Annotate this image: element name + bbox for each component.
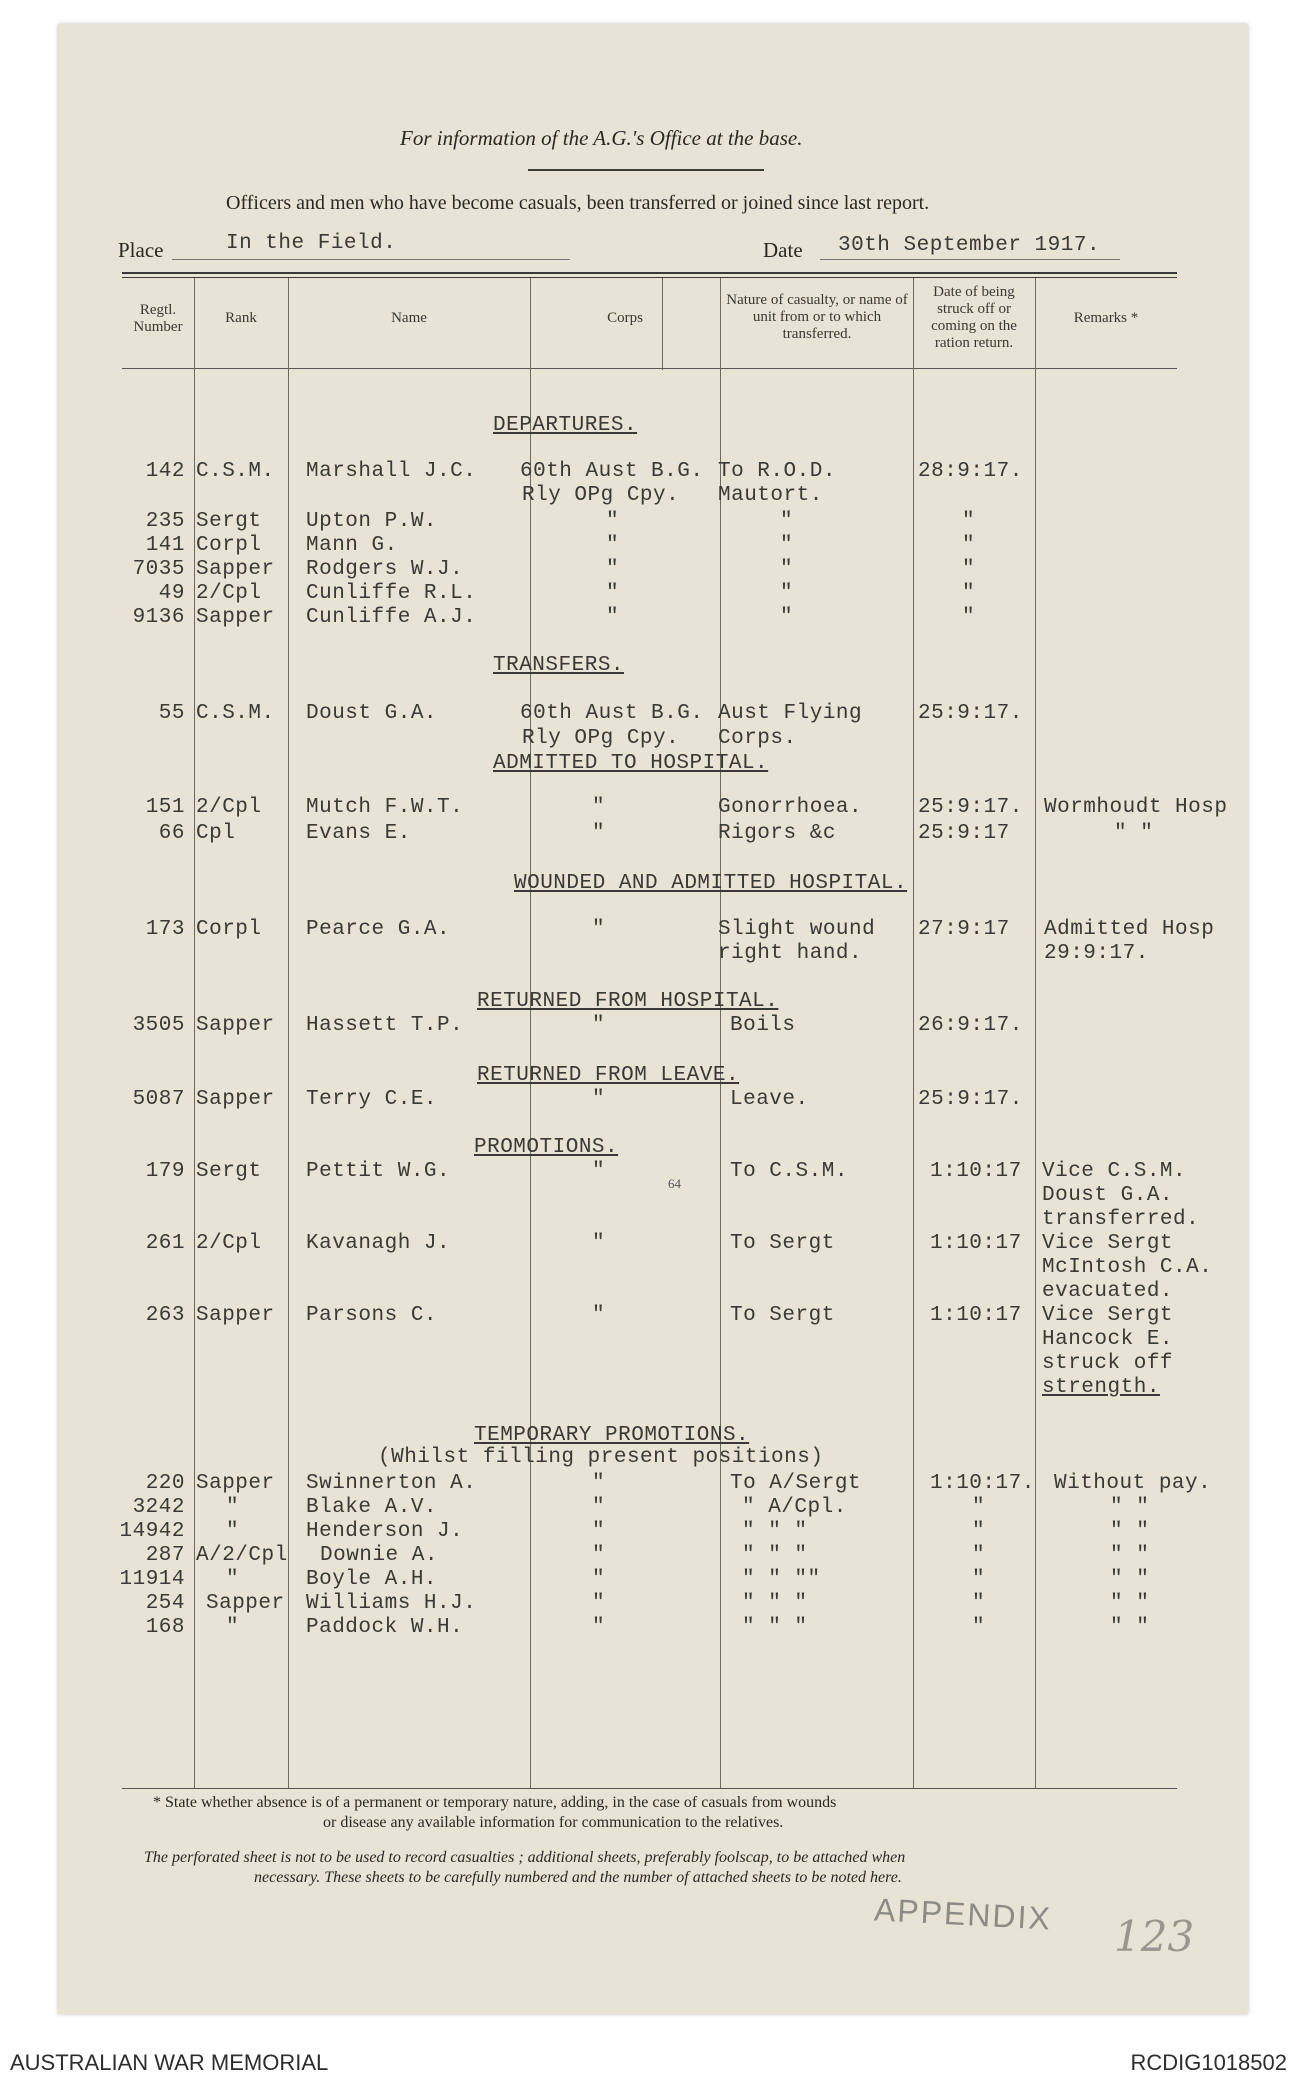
section-admitted-hospital: ADMITTED TO HOSPITAL.	[493, 752, 769, 775]
table-cell: "	[226, 1616, 240, 1639]
table-row	[0, 1256, 1297, 1280]
table-cell: Boyle A.H.	[306, 1568, 438, 1591]
col-header-nature: Nature of casualty, or name of unit from or to which transferred.	[726, 292, 908, 342]
table-row	[0, 1014, 1297, 1038]
table-cell: To C.S.M.	[730, 1160, 848, 1183]
table-row	[0, 484, 1297, 508]
table-cell: Leave.	[730, 1088, 809, 1111]
table-row	[0, 1184, 1297, 1208]
table-cell: Admitted Hosp	[1044, 918, 1215, 941]
perforated-note-line-2: necessary. These sheets to be carefully numbered and the number of attached sheets to be noted here.	[254, 1869, 902, 1886]
table-row	[0, 942, 1297, 966]
table-header-rule	[122, 368, 1177, 369]
table-row	[0, 1376, 1297, 1400]
table-cell: Corpl	[196, 534, 262, 557]
table-row	[0, 1472, 1297, 1496]
table-cell: Without pay.	[1054, 1472, 1212, 1495]
col-header-date-struck: Date of being struck off or coming on the ration return.	[931, 284, 1017, 351]
table-cell: 60th Aust B.G.	[520, 702, 704, 725]
col-header-name: Name	[391, 310, 427, 326]
table-top-rule	[122, 272, 1177, 274]
table-cell: "	[962, 582, 976, 605]
table-cell: Boils	[730, 1014, 796, 1037]
table-row	[0, 1088, 1297, 1112]
col-header-rank: Rank	[225, 310, 257, 326]
table-cell: "	[606, 510, 620, 533]
table-cell: Sergt	[196, 510, 262, 533]
table-cell: Swinnerton A.	[306, 1472, 477, 1495]
table-cell: " "	[1114, 822, 1154, 845]
table-cell: Sapper	[196, 1088, 275, 1111]
table-cell: "	[962, 606, 976, 629]
footnote-line-2: or disease any available information for communication to the relatives.	[323, 1814, 784, 1831]
table-cell: 287	[145, 1544, 185, 1567]
date-label: Date	[763, 238, 803, 262]
table-cell: 11914	[119, 1568, 185, 1591]
table-cell: 3505	[132, 1014, 185, 1037]
section-transfers: TRANSFERS.	[493, 654, 625, 677]
table-cell: "	[592, 1496, 606, 1519]
table-cell: 60th Aust B.G.	[520, 460, 704, 483]
table-cell: Sapper	[196, 606, 275, 629]
table-cell: Vice Sergt	[1042, 1304, 1174, 1327]
footer-left: AUSTRALIAN WAR MEMORIAL	[10, 2050, 329, 2075]
table-cell: 220	[145, 1472, 185, 1495]
table-cell: "	[592, 1014, 606, 1037]
section-promotions: PROMOTIONS.	[474, 1136, 619, 1159]
place-label: Place	[118, 238, 164, 262]
table-cell: 26:9:17.	[918, 1014, 1023, 1037]
table-cell: Williams H.J.	[306, 1592, 477, 1615]
table-row	[0, 1496, 1297, 1520]
table-cell: "	[592, 1568, 606, 1591]
table-cell: Aust Flying	[718, 702, 863, 725]
table-cell: "	[592, 1472, 606, 1495]
table-cell: Rly OPg Cpy.	[522, 727, 680, 750]
table-cell: "	[972, 1568, 986, 1591]
table-cell: Henderson J.	[306, 1520, 464, 1543]
table-cell: Doust G.A.	[1042, 1184, 1174, 1207]
table-cell: 55	[158, 702, 185, 725]
table-cell: Hassett T.P.	[306, 1014, 464, 1037]
table-cell: "	[962, 558, 976, 581]
title-rule	[528, 169, 764, 171]
table-cell: "	[606, 558, 620, 581]
table-cell: 5087	[132, 1088, 185, 1111]
table-cell: Sapper	[196, 1014, 275, 1037]
table-row	[0, 1520, 1297, 1544]
table-cell: 25:9:17	[918, 822, 1010, 845]
table-cell: McIntosh C.A.	[1042, 1256, 1213, 1279]
table-cell: Evans E.	[306, 822, 411, 845]
table-cell: right hand.	[718, 942, 863, 965]
table-cell: To Sergt	[730, 1304, 835, 1327]
table-row	[0, 1328, 1297, 1352]
table-row	[0, 1304, 1297, 1328]
table-cell: 25:9:17.	[918, 1088, 1023, 1111]
table-cell: "	[592, 1544, 606, 1567]
footnote-line-1: * State whether absence is of a permanent or temporary nature, adding, in the case of casuals from wounds	[153, 1794, 837, 1811]
table-cell: "	[226, 1496, 240, 1519]
table-cell: "	[780, 510, 794, 533]
table-cell: " "	[1110, 1568, 1150, 1591]
table-cell: 2/Cpl	[196, 1232, 262, 1255]
table-row	[0, 918, 1297, 942]
table-cell: "	[780, 582, 794, 605]
table-cell: "	[592, 1520, 606, 1543]
table-row	[0, 822, 1297, 846]
table-cell: struck off	[1042, 1352, 1174, 1375]
table-cell: C.S.M.	[196, 460, 275, 483]
table-cell: Upton P.W.	[306, 510, 438, 533]
table-cell: Downie A.	[320, 1544, 438, 1567]
table-cell: 66	[158, 822, 185, 845]
table-cell: 9136	[132, 606, 185, 629]
table-row	[0, 796, 1297, 820]
table-cell: "	[592, 1160, 606, 1183]
col-header-remarks: Remarks *	[1073, 310, 1139, 326]
table-cell: 2/Cpl	[196, 582, 262, 605]
table-cell: Pearce G.A.	[306, 918, 451, 941]
table-cell: " "	[1110, 1592, 1150, 1615]
table-cell: strength.	[1042, 1376, 1160, 1399]
table-cell: "	[972, 1520, 986, 1543]
table-cell: A/2/Cpl	[196, 1544, 288, 1567]
table-cell: 49	[158, 582, 185, 605]
table-cell: "	[226, 1568, 240, 1591]
table-cell: Mautort.	[718, 484, 823, 507]
table-cell: Rly OPg Cpy.	[522, 484, 680, 507]
table-cell: " " "	[742, 1544, 808, 1567]
table-cell: 142	[145, 460, 185, 483]
table-cell: " "	[1110, 1520, 1150, 1543]
small-mark: 64	[668, 1176, 681, 1191]
table-cell: " " "	[742, 1616, 808, 1639]
table-cell: Marshall J.C.	[306, 460, 477, 483]
table-cell: 151	[145, 796, 185, 819]
table-cell: Sapper	[206, 1592, 285, 1615]
place-value: In the Field.	[226, 232, 397, 255]
table-cell: Pettit W.G.	[306, 1160, 451, 1183]
table-row	[0, 1352, 1297, 1376]
appendix-annotation: APPENDIX	[873, 1891, 1053, 1937]
table-cell: Cpl	[196, 822, 236, 845]
section-departures: DEPARTURES.	[493, 414, 638, 437]
table-cell: Sapper	[196, 1304, 275, 1327]
table-cell: Mann G.	[306, 534, 398, 557]
table-row	[0, 1592, 1297, 1616]
table-cell: " " "	[742, 1592, 808, 1615]
table-cell: "	[972, 1544, 986, 1567]
table-cell: 263	[145, 1304, 185, 1327]
table-row	[0, 558, 1297, 582]
table-cell: 141	[145, 534, 185, 557]
table-cell: "	[972, 1496, 986, 1519]
table-row	[0, 582, 1297, 606]
table-cell: "	[606, 582, 620, 605]
table-cell: Parsons C.	[306, 1304, 438, 1327]
table-cell: Sapper	[196, 558, 275, 581]
table-row	[0, 1160, 1297, 1184]
table-row	[0, 1280, 1297, 1304]
table-row	[0, 1568, 1297, 1592]
table-cell: 3242	[132, 1496, 185, 1519]
page-number-annotation: 123	[1114, 1912, 1195, 1961]
table-cell: To R.O.D.	[718, 460, 836, 483]
section-temporary-promotions: TEMPORARY PROMOTIONS.	[474, 1424, 750, 1447]
table-cell: Blake A.V.	[306, 1496, 438, 1519]
table-cell: 14942	[119, 1520, 185, 1543]
table-cell: 173	[145, 918, 185, 941]
table-cell: To Sergt	[730, 1232, 835, 1255]
table-cell: "	[972, 1592, 986, 1615]
date-rule	[820, 259, 1120, 260]
table-cell: " " ""	[742, 1568, 821, 1591]
table-cell: 179	[145, 1160, 185, 1183]
table-cell: Sergt	[196, 1160, 262, 1183]
info-line: For information of the A.G.'s Office at the base.	[400, 126, 803, 150]
table-row	[0, 460, 1297, 484]
table-cell: "	[780, 534, 794, 557]
table-cell: C.S.M.	[196, 702, 275, 725]
table-cell: Gonorrhoea.	[718, 796, 863, 819]
table-row	[0, 606, 1297, 630]
table-cell: 1:10:17	[930, 1160, 1022, 1183]
table-cell: Vice Sergt	[1042, 1232, 1174, 1255]
table-cell: Mutch F.W.T.	[306, 796, 464, 819]
table-cell: "	[592, 1304, 606, 1327]
table-cell: 254	[145, 1592, 185, 1615]
table-cell: 7035	[132, 558, 185, 581]
table-cell: transferred.	[1042, 1208, 1200, 1231]
table-cell: Wormhoudt Hosp	[1044, 796, 1228, 819]
subtitle: Officers and men who have become casuals, been transferred or joined since last report.	[226, 192, 930, 214]
date-value: 30th September 1917.	[838, 234, 1101, 257]
table-cell: "	[972, 1616, 986, 1639]
table-row	[0, 1208, 1297, 1232]
table-cell: Hancock E.	[1042, 1328, 1174, 1351]
table-cell: "	[780, 606, 794, 629]
table-cell: 25:9:17.	[918, 702, 1023, 725]
table-cell: Vice C.S.M.	[1042, 1160, 1187, 1183]
table-cell: "	[592, 1232, 606, 1255]
table-cell: Terry C.E.	[306, 1088, 438, 1111]
footer-right: RCDIG1018502	[1130, 2050, 1287, 2075]
col-header-corps: Corps	[607, 310, 643, 326]
table-cell: 29:9:17.	[1044, 942, 1149, 965]
table-cell: evacuated.	[1042, 1280, 1174, 1303]
table-cell: Rigors &c	[718, 822, 836, 845]
table-cell: 168	[145, 1616, 185, 1639]
table-bottom-rule	[122, 1788, 1177, 1789]
col-header-regtl-number: Regtl. Number	[133, 302, 183, 335]
table-cell: 261	[145, 1232, 185, 1255]
table-cell: To A/Sergt	[730, 1472, 862, 1495]
table-cell: " "	[1110, 1616, 1150, 1639]
table-row	[0, 1232, 1297, 1256]
table-top-rule-2	[122, 277, 1177, 278]
section-returned-leave: RETURNED FROM LEAVE.	[477, 1064, 740, 1087]
table-cell: "	[226, 1520, 240, 1543]
perforated-note-line-1: The perforated sheet is not to be used to record casualties ; additional sheets, preferably foolscap, to be attached when	[144, 1849, 906, 1866]
table-cell: Doust G.A.	[306, 702, 438, 725]
table-cell: Kavanagh J.	[306, 1232, 451, 1255]
table-cell: "	[780, 558, 794, 581]
table-cell: Sapper	[196, 1472, 275, 1495]
table-cell: Corps.	[718, 727, 797, 750]
table-cell: Corpl	[196, 918, 262, 941]
table-cell: 1:10:17	[930, 1232, 1022, 1255]
table-cell: "	[962, 510, 976, 533]
table-cell: 1:10:17	[930, 1304, 1022, 1327]
table-cell: Paddock W.H.	[306, 1616, 464, 1639]
section-returned-hospital: RETURNED FROM HOSPITAL.	[477, 990, 779, 1013]
table-row	[0, 510, 1297, 534]
table-cell: 2/Cpl	[196, 796, 262, 819]
temporary-promotions-note: (Whilst filling present positions)	[378, 1446, 824, 1469]
table-cell: "	[592, 822, 606, 845]
table-row	[0, 1544, 1297, 1568]
table-cell: Rodgers W.J.	[306, 558, 464, 581]
table-cell: 28:9:17.	[918, 460, 1023, 483]
table-row	[0, 727, 1297, 751]
place-rule	[172, 259, 570, 260]
section-wounded: WOUNDED AND ADMITTED HOSPITAL.	[514, 872, 908, 895]
table-cell: 235	[145, 510, 185, 533]
table-cell: "	[592, 796, 606, 819]
table-cell: 27:9:17	[918, 918, 1010, 941]
table-cell: " A/Cpl.	[742, 1496, 847, 1519]
table-cell: 25:9:17.	[918, 796, 1023, 819]
table-cell: "	[592, 918, 606, 941]
table-row	[0, 702, 1297, 726]
table-cell: 1:10:17.	[930, 1472, 1035, 1495]
table-cell: "	[592, 1592, 606, 1615]
table-cell: "	[592, 1616, 606, 1639]
table-cell: "	[606, 534, 620, 557]
table-cell: " "	[1110, 1544, 1150, 1567]
table-cell: "	[606, 606, 620, 629]
table-cell: Slight wound	[718, 918, 876, 941]
table-row	[0, 534, 1297, 558]
table-cell: " "	[1110, 1496, 1150, 1519]
table-cell: " " "	[742, 1520, 808, 1543]
table-cell: "	[962, 534, 976, 557]
table-cell: Cunliffe R.L.	[306, 582, 477, 605]
table-cell: "	[592, 1088, 606, 1111]
table-row	[0, 1616, 1297, 1640]
table-cell: Cunliffe A.J.	[306, 606, 477, 629]
